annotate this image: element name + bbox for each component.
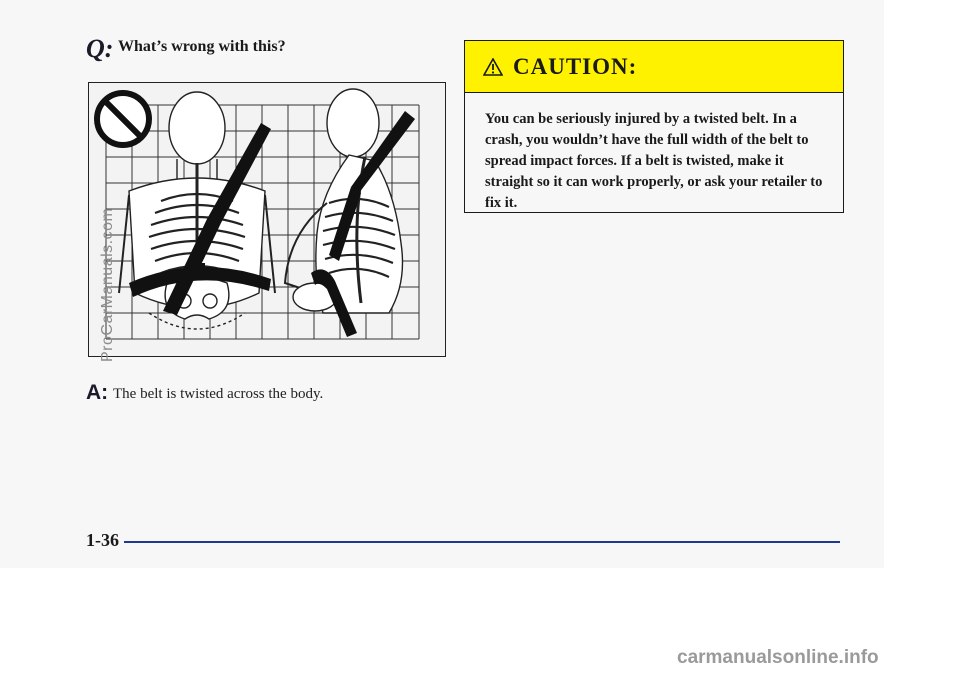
- bottom-watermark: carmanualsonline.info: [677, 647, 879, 668]
- footer-rule: [124, 541, 840, 543]
- page-number: 1-36: [86, 530, 119, 550]
- caution-title: CAUTION:: [513, 53, 638, 79]
- question-label: Q:: [86, 34, 114, 63]
- caution-box: [464, 40, 844, 213]
- question-text: What’s wrong with this?: [118, 38, 286, 55]
- prohibited-icon: [97, 93, 149, 145]
- answer-text: The belt is twisted across the body.: [113, 386, 324, 402]
- twisted-belt-illustration: [88, 82, 446, 357]
- caution-text: You can be seriously injured by a twisted belt. In a crash, you wouldn’t have the full width of the belt to spread impact forces. If a belt is twisted, make it straight so it can work properly, or ask your retailer to fix it.: [485, 111, 823, 211]
- warning-triangle-icon: [483, 58, 503, 76]
- side-watermark: ProCarManuals.com: [99, 207, 116, 362]
- answer-label: A:: [86, 381, 109, 404]
- caution-header: [465, 41, 843, 93]
- side-view-skeleton: [285, 89, 403, 313]
